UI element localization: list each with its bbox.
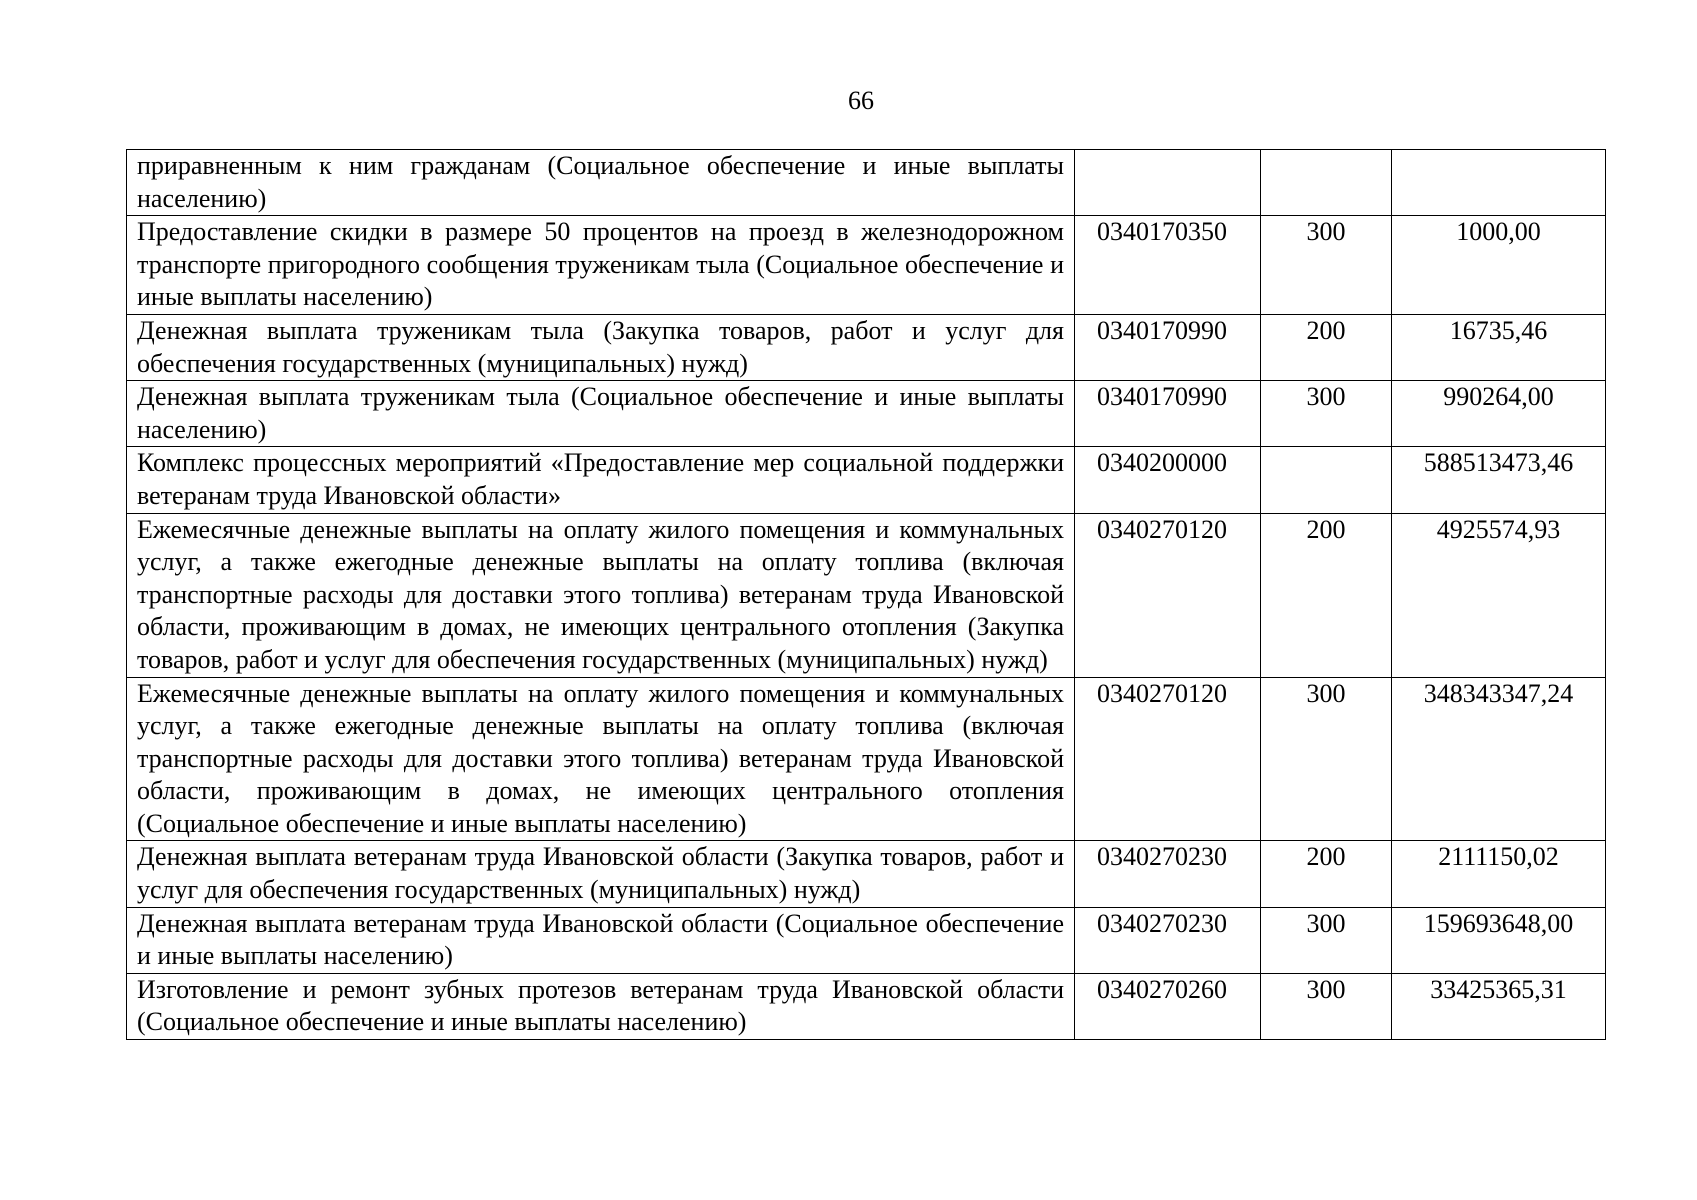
row-expense-type: 300 bbox=[1261, 381, 1392, 447]
table-row bbox=[127, 973, 1606, 1039]
row-target-code: 0340270230 bbox=[1075, 907, 1261, 973]
row-expense-type: 300 bbox=[1261, 216, 1392, 315]
row-expense-type: 200 bbox=[1261, 314, 1392, 380]
row-expense-type bbox=[1261, 447, 1392, 513]
row-target-code: 0340200000 bbox=[1075, 447, 1261, 513]
row-amount: 2111150,02 bbox=[1392, 841, 1606, 907]
table-row bbox=[127, 150, 1606, 216]
table-row bbox=[127, 513, 1606, 677]
row-target-code bbox=[1075, 150, 1261, 216]
row-target-code: 0340170990 bbox=[1075, 314, 1261, 380]
row-expense-type: 300 bbox=[1261, 677, 1392, 841]
row-amount: 1000,00 bbox=[1392, 216, 1606, 315]
row-amount: 159693648,00 bbox=[1392, 907, 1606, 973]
row-target-code: 0340270120 bbox=[1075, 513, 1261, 677]
table-row bbox=[127, 216, 1606, 315]
row-amount: 588513473,46 bbox=[1392, 447, 1606, 513]
row-amount: 4925574,93 bbox=[1392, 513, 1606, 677]
row-description: приравненным к ним гражданам (Социальное обеспечение и иные выплаты населению) bbox=[127, 150, 1075, 216]
row-description: Денежная выплата труженикам тыла (Социальное обеспечение и иные выплаты населению) bbox=[127, 381, 1075, 447]
row-expense-type bbox=[1261, 150, 1392, 216]
row-description: Комплекс процессных мероприятий «Предоставление мер социальной поддержки ветеранам труда Ивановской области» bbox=[127, 447, 1075, 513]
row-expense-type: 300 bbox=[1261, 907, 1392, 973]
table-row bbox=[127, 447, 1606, 513]
row-target-code: 0340270260 bbox=[1075, 973, 1261, 1039]
table-row bbox=[127, 677, 1606, 841]
row-expense-type: 200 bbox=[1261, 513, 1392, 677]
row-amount: 348343347,24 bbox=[1392, 677, 1606, 841]
row-description: Предоставление скидки в размере 50 процентов на проезд в железнодорожном транспорте пригородного сообщения труженикам тыла (Социальное обеспечение и иные выплаты населению) bbox=[127, 216, 1075, 315]
row-amount: 990264,00 bbox=[1392, 381, 1606, 447]
table-row bbox=[127, 841, 1606, 907]
table-row bbox=[127, 314, 1606, 380]
row-expense-type: 200 bbox=[1261, 841, 1392, 907]
row-amount bbox=[1392, 150, 1606, 216]
row-expense-type: 300 bbox=[1261, 973, 1392, 1039]
row-amount: 16735,46 bbox=[1392, 314, 1606, 380]
row-description: Изготовление и ремонт зубных протезов ветеранам труда Ивановской области (Социальное обеспечение и иные выплаты населению) bbox=[127, 973, 1075, 1039]
budget-table bbox=[126, 149, 1606, 1040]
row-target-code: 0340170350 bbox=[1075, 216, 1261, 315]
row-target-code: 0340270230 bbox=[1075, 841, 1261, 907]
row-description: Денежная выплата ветеранам труда Ивановской области (Закупка товаров, работ и услуг для обеспечения государственных (муниципальных) нужд) bbox=[127, 841, 1075, 907]
row-target-code: 0340270120 bbox=[1075, 677, 1261, 841]
row-description: Денежная выплата труженикам тыла (Закупка товаров, работ и услуг для обеспечения государственных (муниципальных) нужд) bbox=[127, 314, 1075, 380]
row-description: Ежемесячные денежные выплаты на оплату жилого помещения и коммунальных услуг, а также ежегодные денежные выплаты на оплату топлива (включая транспортные расходы для доставки этого топлива) ветеранам труда Ивановской области, проживающим в домах, не имеющих центрального отопления (Социальное обеспечение и иные выплаты населению) bbox=[127, 677, 1075, 841]
row-description: Ежемесячные денежные выплаты на оплату жилого помещения и коммунальных услуг, а также ежегодные денежные выплаты на оплату топлива (включая транспортные расходы для доставки этого топлива) ветеранам труда Ивановской области, проживающим в домах, не имеющих центрального отопления (Закупка товаров, работ и услуг для обеспечения государственных (муниципальных) нужд) bbox=[127, 513, 1075, 677]
row-target-code: 0340170990 bbox=[1075, 381, 1261, 447]
row-amount: 33425365,31 bbox=[1392, 973, 1606, 1039]
page-number: 66 bbox=[848, 86, 874, 115]
table-row bbox=[127, 381, 1606, 447]
table-row bbox=[127, 907, 1606, 973]
row-description: Денежная выплата ветеранам труда Ивановской области (Социальное обеспечение и иные выплаты населению) bbox=[127, 907, 1075, 973]
